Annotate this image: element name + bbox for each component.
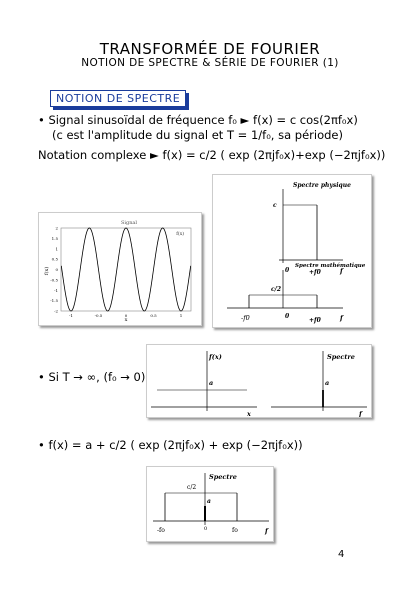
y-tick-label: 0.5 — [51, 256, 58, 262]
limit-spectre-title: Spectre — [327, 353, 355, 361]
limit-signal-ylabel: f(x) — [209, 353, 222, 361]
plot-legend: f(x) — [176, 232, 184, 237]
spectre-math-title: Spectre mathématique — [295, 263, 366, 269]
math-amp: c/2 — [271, 286, 282, 293]
page-number: 4 — [338, 549, 345, 560]
physique-freq: +f0 — [309, 269, 321, 276]
signal-plot — [39, 213, 201, 325]
y-tick-label: 2 — [55, 225, 58, 231]
x-tick-label: 1 — [179, 313, 183, 318]
page-subtitle: NOTION DE SPECTRE & SÉRIE DE FOURIER (1) — [81, 57, 339, 69]
limit-spectre-amp: a — [325, 379, 330, 387]
spectre3-amp-c: c/2 — [187, 484, 197, 491]
page-title: TRANSFORMÉE DE FOURIER — [99, 40, 321, 58]
limit-signal-axis: x — [247, 410, 251, 417]
limit-signal-amp: a — [209, 379, 214, 387]
y-tick-label: -2 — [54, 308, 58, 314]
spectre3-title: Spectre — [209, 473, 237, 481]
y-tick-label: -1.5 — [50, 298, 58, 304]
physique-origin: 0 — [285, 267, 290, 274]
y-tick-label: -1 — [54, 287, 58, 293]
bullet-signal-line1: • Signal sinusoïdal de fréquence f₀ ► f(x) = c cos(2πf₀x) — [38, 113, 358, 127]
limit-diagram — [147, 345, 371, 417]
plot-xlabel: x — [124, 317, 128, 323]
math-origin: 0 — [285, 313, 290, 320]
cosine-curve — [61, 228, 190, 311]
math-axis-label: f — [340, 314, 343, 322]
bullet-series: • f(x) = a + c/2 ( exp (2πjf₀x) + exp (−2πjf₀x)) — [38, 438, 303, 452]
physique-axis-label: f — [340, 267, 343, 275]
x-tick-label: -1 — [69, 313, 73, 318]
limit-spectre-axis: f — [359, 410, 362, 417]
section-heading: NOTION DE SPECTRE — [50, 90, 186, 107]
bullet-limit: • Si T → ∞, (f₀ → 0) — [38, 370, 146, 384]
bullet-signal-line2: (c est l'amplitude du signal et T = 1/f₀, sa période) — [52, 128, 343, 142]
spectrum-panel — [212, 174, 372, 328]
spectre-physique-title: Spectre physique — [293, 182, 351, 189]
math-pos: +f0 — [309, 317, 321, 324]
spectre3-panel — [146, 466, 274, 542]
spectre3-diagram — [147, 467, 273, 541]
x-tick-label: -0.5 — [94, 313, 103, 318]
spectre3-axis: f — [265, 527, 268, 535]
complex-notation: Notation complexe ► f(x) = c/2 ( exp (2πjf₀x)+exp (−2πjf₀x)) — [38, 148, 386, 162]
x-tick-label: 0 — [124, 313, 128, 318]
y-ticks — [50, 226, 58, 314]
math-neg: -f0 — [241, 314, 250, 322]
signal-plot-title: Signal — [120, 220, 138, 226]
spectre3-amp-a: a — [207, 498, 211, 505]
spectre3-pos: fo — [232, 527, 238, 534]
y-tick-label: 1.5 — [51, 235, 58, 241]
spectre3-neg: -fo — [157, 527, 165, 534]
x-tick-label: 0.5 — [150, 313, 157, 318]
y-tick-label: -0.5 — [50, 277, 58, 283]
physique-amp: c — [273, 202, 277, 209]
signal-plot-panel — [38, 212, 202, 326]
limit-panel — [146, 344, 372, 418]
spectre3-origin: 0 — [204, 526, 208, 532]
spectrum-diagram — [213, 175, 371, 327]
y-tick-label: 0 — [55, 267, 58, 272]
plot-ylabel: f(x) — [44, 266, 50, 276]
y-tick-label: 1 — [55, 246, 58, 252]
